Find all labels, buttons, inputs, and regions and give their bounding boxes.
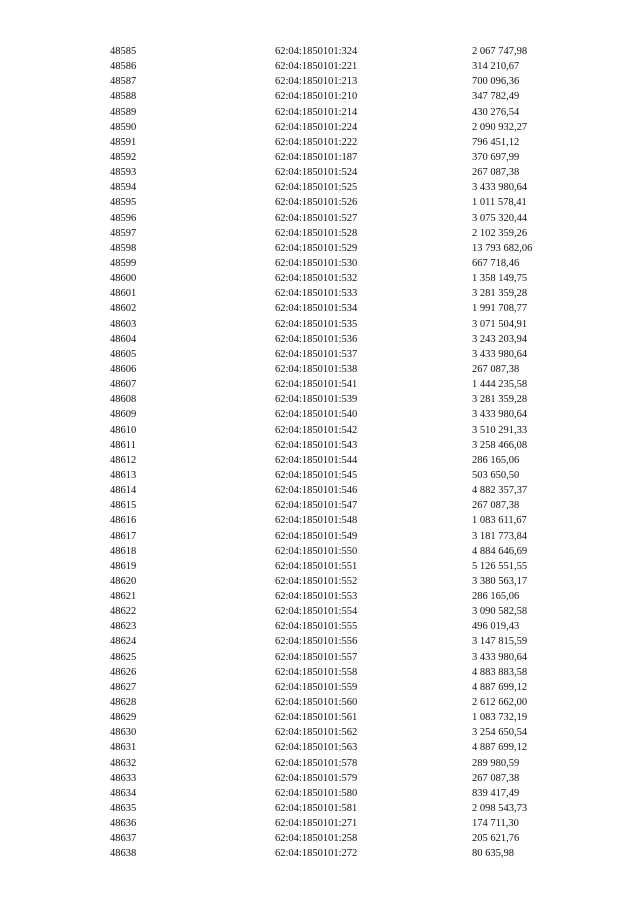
table-row bbox=[0, 362, 640, 377]
table-row bbox=[0, 483, 640, 498]
cadastral-number: 62:04:1850101:537 bbox=[275, 348, 358, 360]
cadastral-value: 4 882 357,37 bbox=[472, 485, 528, 497]
row-number: 48589 bbox=[110, 106, 137, 118]
row-number: 48632 bbox=[110, 757, 137, 769]
row-number: 48595 bbox=[110, 197, 137, 209]
cadastral-value: 3 433 980,64 bbox=[472, 409, 528, 421]
cadastral-number: 62:04:1850101:535 bbox=[275, 318, 358, 330]
cadastral-value: 267 087,38 bbox=[472, 167, 520, 179]
cadastral-value: 3 243 203,94 bbox=[472, 333, 528, 345]
cadastral-value: 286 165,06 bbox=[472, 591, 520, 603]
table-row bbox=[0, 241, 640, 256]
table-row bbox=[0, 771, 640, 786]
cadastral-number: 62:04:1850101:581 bbox=[275, 803, 358, 815]
cadastral-value: 3 071 504,91 bbox=[472, 318, 528, 330]
cadastral-number: 62:04:1850101:533 bbox=[275, 288, 358, 300]
table-row bbox=[0, 120, 640, 135]
cadastral-value: 3 181 773,84 bbox=[472, 530, 528, 542]
table-row bbox=[0, 468, 640, 483]
cadastral-value: 3 281 359,28 bbox=[472, 288, 528, 300]
row-number: 48600 bbox=[110, 273, 137, 285]
cadastral-value: 2 102 359,26 bbox=[472, 227, 528, 239]
cadastral-number: 62:04:1850101:526 bbox=[275, 197, 358, 209]
table-row bbox=[0, 619, 640, 634]
table-row bbox=[0, 695, 640, 710]
table-row bbox=[0, 544, 640, 559]
cadastral-value: 2 067 747,98 bbox=[472, 46, 528, 57]
cadastral-value: 3 090 582,58 bbox=[472, 606, 528, 618]
cadastral-number: 62:04:1850101:554 bbox=[275, 606, 358, 618]
row-number: 48609 bbox=[110, 409, 137, 421]
cadastral-value: 4 884 646,69 bbox=[472, 545, 528, 557]
cadastral-value: 4 887 699,12 bbox=[472, 681, 528, 693]
table-row bbox=[0, 498, 640, 513]
cadastral-number: 62:04:1850101:536 bbox=[275, 333, 358, 345]
table-row bbox=[0, 59, 640, 74]
row-number: 48618 bbox=[110, 545, 137, 557]
table-row bbox=[0, 680, 640, 695]
row-number: 48635 bbox=[110, 803, 137, 815]
cadastral-value: 796 451,12 bbox=[472, 136, 520, 148]
cadastral-number: 62:04:1850101:563 bbox=[275, 742, 358, 754]
table-row bbox=[0, 634, 640, 649]
cadastral-value: 267 087,38 bbox=[472, 772, 520, 784]
row-number: 48634 bbox=[110, 787, 137, 799]
table-row bbox=[0, 165, 640, 180]
cadastral-value: 2 612 662,00 bbox=[472, 697, 528, 709]
row-number: 48605 bbox=[110, 348, 137, 360]
row-number: 48587 bbox=[110, 76, 137, 88]
cadastral-number: 62:04:1850101:546 bbox=[275, 485, 358, 497]
cadastral-value: 4 883 883,58 bbox=[472, 666, 528, 678]
cadastral-number: 62:04:1850101:272 bbox=[275, 848, 358, 860]
row-number: 48611 bbox=[110, 439, 136, 451]
table-row bbox=[0, 317, 640, 332]
row-number: 48606 bbox=[110, 363, 137, 375]
table-row bbox=[0, 801, 640, 816]
row-number: 48591 bbox=[110, 136, 137, 148]
cadastral-value: 3 281 359,28 bbox=[472, 394, 528, 406]
cadastral-value: 2 098 543,73 bbox=[472, 803, 528, 815]
cadastral-value: 370 697,99 bbox=[472, 151, 520, 163]
cadastral-number: 62:04:1850101:558 bbox=[275, 666, 358, 678]
table-row bbox=[0, 816, 640, 831]
table-row bbox=[0, 377, 640, 392]
table-row bbox=[0, 786, 640, 801]
table-row bbox=[0, 195, 640, 210]
table-row bbox=[0, 740, 640, 755]
row-number: 48592 bbox=[110, 151, 137, 163]
table-row bbox=[0, 286, 640, 301]
row-number: 48633 bbox=[110, 772, 137, 784]
cadastral-value: 4 887 699,12 bbox=[472, 742, 528, 754]
cadastral-value: 496 019,43 bbox=[472, 621, 520, 633]
row-number: 48638 bbox=[110, 848, 137, 860]
row-number: 48626 bbox=[110, 666, 137, 678]
row-number: 48637 bbox=[110, 833, 137, 845]
cadastral-value: 289 980,59 bbox=[472, 757, 520, 769]
row-number: 48617 bbox=[110, 530, 137, 542]
row-number: 48599 bbox=[110, 257, 137, 269]
row-number: 48629 bbox=[110, 712, 137, 724]
cadastral-number: 62:04:1850101:221 bbox=[275, 61, 358, 73]
cadastral-value: 3 380 563,17 bbox=[472, 575, 528, 587]
cadastral-value: 267 087,38 bbox=[472, 500, 520, 512]
row-number: 48614 bbox=[110, 485, 137, 497]
cadastral-number: 62:04:1850101:548 bbox=[275, 515, 358, 527]
cadastral-value: 5 126 551,55 bbox=[472, 560, 528, 572]
row-number: 48613 bbox=[110, 469, 137, 481]
cadastral-number: 62:04:1850101:561 bbox=[275, 712, 358, 724]
cadastral-number: 62:04:1850101:543 bbox=[275, 439, 358, 451]
table-row bbox=[0, 725, 640, 740]
cadastral-value: 3 433 980,64 bbox=[472, 182, 528, 194]
row-number: 48597 bbox=[110, 227, 137, 239]
cadastral-number: 62:04:1850101:549 bbox=[275, 530, 358, 542]
table-row bbox=[0, 347, 640, 362]
table-row bbox=[0, 574, 640, 589]
table-row bbox=[0, 180, 640, 195]
row-number: 48619 bbox=[110, 560, 137, 572]
row-number: 48586 bbox=[110, 61, 137, 73]
cadastral-number: 62:04:1850101:579 bbox=[275, 772, 358, 784]
cadastral-number: 62:04:1850101:559 bbox=[275, 681, 358, 693]
table-row bbox=[0, 513, 640, 528]
row-number: 48594 bbox=[110, 182, 137, 194]
row-number: 48602 bbox=[110, 303, 137, 315]
cadastral-value: 3 075 320,44 bbox=[472, 212, 528, 224]
table-row bbox=[0, 44, 640, 59]
cadastral-value: 13 793 682,06 bbox=[472, 242, 533, 254]
table-row bbox=[0, 74, 640, 89]
cadastral-value: 3 258 466,08 bbox=[472, 439, 528, 451]
cadastral-value: 3 433 980,64 bbox=[472, 348, 528, 360]
cadastral-value: 1 083 732,19 bbox=[472, 712, 528, 724]
cadastral-number: 62:04:1850101:544 bbox=[275, 454, 358, 466]
cadastral-number: 62:04:1850101:578 bbox=[275, 757, 358, 769]
cadastral-value: 1 358 149,75 bbox=[472, 273, 528, 285]
cadastral-number: 62:04:1850101:258 bbox=[275, 833, 358, 845]
cadastral-number: 62:04:1850101:552 bbox=[275, 575, 358, 587]
cadastral-value: 174 711,30 bbox=[472, 818, 519, 830]
cadastral-value: 286 165,06 bbox=[472, 454, 520, 466]
cadastral-value: 2 090 932,27 bbox=[472, 121, 528, 133]
row-number: 48596 bbox=[110, 212, 137, 224]
cadastral-number: 62:04:1850101:324 bbox=[275, 46, 358, 57]
row-number: 48627 bbox=[110, 681, 137, 693]
cadastral-number: 62:04:1850101:530 bbox=[275, 257, 358, 269]
row-number: 48623 bbox=[110, 621, 137, 633]
row-number: 48590 bbox=[110, 121, 137, 133]
cadastral-number: 62:04:1850101:538 bbox=[275, 363, 358, 375]
table-row bbox=[0, 150, 640, 165]
cadastral-value: 503 650,50 bbox=[472, 469, 520, 481]
row-number: 48620 bbox=[110, 575, 137, 587]
cadastral-value: 430 276,54 bbox=[472, 106, 520, 118]
cadastral-number: 62:04:1850101:222 bbox=[275, 136, 358, 148]
row-number: 48612 bbox=[110, 454, 137, 466]
table-row bbox=[0, 332, 640, 347]
row-number: 48610 bbox=[110, 424, 137, 436]
table-row bbox=[0, 453, 640, 468]
table-row bbox=[0, 831, 640, 846]
cadastral-value: 3 147 815,59 bbox=[472, 636, 528, 648]
cadastral-number: 62:04:1850101:541 bbox=[275, 379, 358, 391]
row-number: 48621 bbox=[110, 591, 137, 603]
cadastral-value: 3 254 650,54 bbox=[472, 727, 528, 739]
row-number: 48631 bbox=[110, 742, 137, 754]
cadastral-value: 1 991 708,77 bbox=[472, 303, 528, 315]
row-number: 48603 bbox=[110, 318, 137, 330]
cadastral-number: 62:04:1850101:580 bbox=[275, 787, 358, 799]
table-row bbox=[0, 846, 640, 861]
cadastral-value: 1 011 578,41 bbox=[472, 197, 527, 209]
row-number: 48607 bbox=[110, 379, 137, 391]
row-number: 48636 bbox=[110, 818, 137, 830]
table-row bbox=[0, 650, 640, 665]
cadastral-value: 1 083 611,67 bbox=[472, 515, 527, 527]
cadastral-value: 267 087,38 bbox=[472, 363, 520, 375]
cadastral-number: 62:04:1850101:187 bbox=[275, 151, 358, 163]
table-row bbox=[0, 665, 640, 680]
row-number: 48604 bbox=[110, 333, 137, 345]
cadastral-value: 667 718,46 bbox=[472, 257, 520, 269]
cadastral-value: 314 210,67 bbox=[472, 61, 520, 73]
table-row bbox=[0, 89, 640, 104]
cadastral-number: 62:04:1850101:214 bbox=[275, 106, 358, 118]
row-number: 48608 bbox=[110, 394, 137, 406]
row-number: 48601 bbox=[110, 288, 137, 300]
cadastral-number: 62:04:1850101:534 bbox=[275, 303, 358, 315]
cadastral-number: 62:04:1850101:562 bbox=[275, 727, 358, 739]
cadastral-number: 62:04:1850101:224 bbox=[275, 121, 358, 133]
cadastral-number: 62:04:1850101:555 bbox=[275, 621, 358, 633]
cadastral-number: 62:04:1850101:557 bbox=[275, 651, 358, 663]
row-number: 48593 bbox=[110, 167, 137, 179]
cadastral-number: 62:04:1850101:539 bbox=[275, 394, 358, 406]
table-row bbox=[0, 604, 640, 619]
table-row bbox=[0, 105, 640, 120]
table-row bbox=[0, 423, 640, 438]
table-row bbox=[0, 559, 640, 574]
table-row bbox=[0, 301, 640, 316]
table-row bbox=[0, 407, 640, 422]
row-number: 48628 bbox=[110, 697, 137, 709]
cadastral-value: 1 444 235,58 bbox=[472, 379, 528, 391]
table-row bbox=[0, 756, 640, 771]
cadastral-number: 62:04:1850101:527 bbox=[275, 212, 358, 224]
table-row bbox=[0, 211, 640, 226]
row-number: 48588 bbox=[110, 91, 137, 103]
row-number: 48624 bbox=[110, 636, 137, 648]
cadastral-number: 62:04:1850101:550 bbox=[275, 545, 358, 557]
table-row bbox=[0, 529, 640, 544]
row-number: 48630 bbox=[110, 727, 137, 739]
table-row bbox=[0, 226, 640, 241]
cadastral-number: 62:04:1850101:551 bbox=[275, 560, 358, 572]
table-row bbox=[0, 256, 640, 271]
row-number: 48615 bbox=[110, 500, 137, 512]
cadastral-number: 62:04:1850101:540 bbox=[275, 409, 358, 421]
row-number: 48625 bbox=[110, 651, 137, 663]
cadastral-number: 62:04:1850101:556 bbox=[275, 636, 358, 648]
table-row bbox=[0, 710, 640, 725]
cadastral-number: 62:04:1850101:528 bbox=[275, 227, 358, 239]
cadastral-number: 62:04:1850101:271 bbox=[275, 818, 358, 830]
row-number: 48585 bbox=[110, 46, 137, 57]
cadastral-number: 62:04:1850101:525 bbox=[275, 182, 358, 194]
table-row bbox=[0, 589, 640, 604]
cadastral-number: 62:04:1850101:210 bbox=[275, 91, 358, 103]
cadastral-value: 3 510 291,33 bbox=[472, 424, 528, 436]
row-number: 48598 bbox=[110, 242, 137, 254]
table-row bbox=[0, 392, 640, 407]
cadastral-value: 80 635,98 bbox=[472, 848, 514, 860]
cadastral-number: 62:04:1850101:545 bbox=[275, 469, 358, 481]
cadastral-number: 62:04:1850101:529 bbox=[275, 242, 358, 254]
cadastral-value: 839 417,49 bbox=[472, 787, 520, 799]
cadastral-number: 62:04:1850101:213 bbox=[275, 76, 358, 88]
cadastral-value: 205 621,76 bbox=[472, 833, 520, 845]
cadastral-number: 62:04:1850101:532 bbox=[275, 273, 358, 285]
cadastral-number: 62:04:1850101:560 bbox=[275, 697, 358, 709]
table-row bbox=[0, 271, 640, 286]
cadastral-value: 3 433 980,64 bbox=[472, 651, 528, 663]
table-row bbox=[0, 135, 640, 150]
cadastral-number: 62:04:1850101:547 bbox=[275, 500, 358, 512]
cadastral-number: 62:04:1850101:542 bbox=[275, 424, 358, 436]
cadastral-value-table bbox=[0, 44, 640, 862]
cadastral-value: 347 782,49 bbox=[472, 91, 520, 103]
cadastral-value: 700 096,36 bbox=[472, 76, 520, 88]
row-number: 48622 bbox=[110, 606, 137, 618]
cadastral-number: 62:04:1850101:553 bbox=[275, 591, 358, 603]
row-number: 48616 bbox=[110, 515, 137, 527]
table-row bbox=[0, 438, 640, 453]
cadastral-number: 62:04:1850101:524 bbox=[275, 167, 358, 179]
